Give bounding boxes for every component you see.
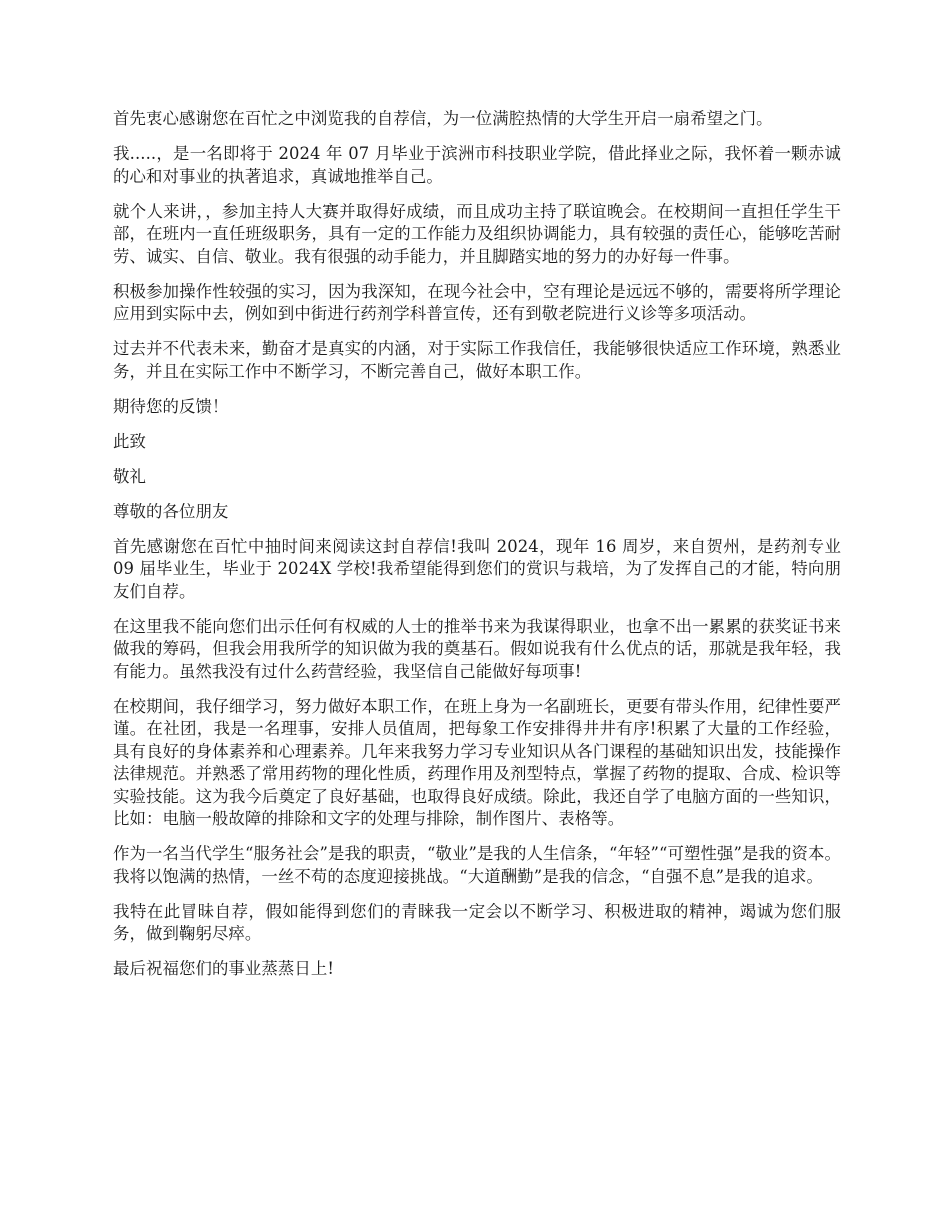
letter-body bbox=[113, 108, 841, 993]
closing-cizhi: 此致 bbox=[113, 431, 146, 451]
paragraph-no-references: 在这里我不能向您们出示任何有权威的人士的推举书来为我谋得职业，也拿不出一累累的获奖证书来做我的筹码，但我会用我所学的知识做为我的奠基石。假如说我有什么优点的话，那就是我年轻，我有能力。虽然我没有过什么药营经验，我坚信自己能做好每项事! bbox=[113, 616, 841, 681]
paragraph-internship: 积极参加操作性较强的实习，因为我深知，在现今社会中，空有理论是远远不够的，需要将所学理论应用到实际中去，例如到中街进行药剂学科普宣传，还有到敬老院进行义诊等多项活动。 bbox=[113, 281, 841, 323]
paragraph-intro-2: 首先感谢您在百忙中抽时间来阅读这封自荐信!我叫 2024，现年 16 周岁，来自贺州，是药剂专业 09 届毕业生，毕业于 2024X 学校!我希望能得到您们的赏识与栽培，为了发挥自己的才能，特向朋友们自荐。 bbox=[113, 536, 841, 601]
paragraph-future: 过去并不代表未来，勤奋才是真实的内涵，对于实际工作我信任，我能够很快适应工作环境，熟悉业务，并且在实际工作中不断学习，不断完善自己，做好本职工作。 bbox=[113, 339, 841, 381]
paragraph-personal-ability: 就个人来讲，，参加主持人大赛并取得好成绩，而且成功主持了联谊晚会。在校期间一直担任学生干部，在班内一直任班级职务，具有一定的工作能力及组织协调能力，具有较强的责任心，能够吃苦耐劳、诚实、自信、敬业。我有很强的动手能力，并且脚踏实地的努力的办好每一件事。 bbox=[113, 201, 841, 266]
closing-jingli: 敬礼 bbox=[113, 466, 146, 486]
paragraph-await-feedback: 期待您的反馈！ bbox=[113, 396, 229, 416]
paragraph-values: 作为一名当代学生“服务社会”是我的职责，“敬业”是我的人生信条，“年轻”“可塑性强”是我的资本。我将以饱满的热情，一丝不苟的态度迎接挑战。“大道酬勤”是我的信念，“自强不息”是我的追求。 bbox=[113, 844, 841, 886]
paragraph-opening-thanks: 首先衷心感谢您在百忙之中浏览我的自荐信，为一位满腔热情的大学生开启一扇希望之门。 bbox=[113, 109, 773, 128]
paragraph-final-wishes: 最后祝福您们的事业蒸蒸日上! bbox=[113, 959, 335, 978]
paragraph-self-intro: 我.....，是一名即将于 2024 年 07 月毕业于滨洲市科技职业学院，借此择业之际，我怀着一颗赤诚的心和对事业的执著追求，真诚地推举自己。 bbox=[113, 144, 841, 186]
paragraph-self-recommend: 我特在此冒昧自荐，假如能得到您们的青睐我一定会以不断学习、积极进取的精神，竭诚为您们服务，做到鞠躬尽瘁。 bbox=[113, 901, 841, 943]
paragraph-school-experience: 在校期间，我仔细学习，努力做好本职工作，在班上身为一名副班长，更要有带头作用，纪律性要严谨。在社团，我是一名理事，安排人员值周，把每象工作安排得井井有序!积累了大量的工作经验，具有良好的身体素养和心理素养。几年来我努力学习专业知识从各门课程的基础知识出发，技能操作法律规范。并熟悉了常用药物的理化性质，药理作用及剂型特点，掌握了药物的提取、合成、检识等实验技能。这为我今后奠定了良好基础，也取得良好成绩。除此，我还自学了电脑方面的一些知识，比如：电脑一般故障的排除和文字的处理与排除，制作图片、表格等。 bbox=[113, 696, 841, 828]
salutation: 尊敬的各位朋友 bbox=[113, 501, 229, 521]
